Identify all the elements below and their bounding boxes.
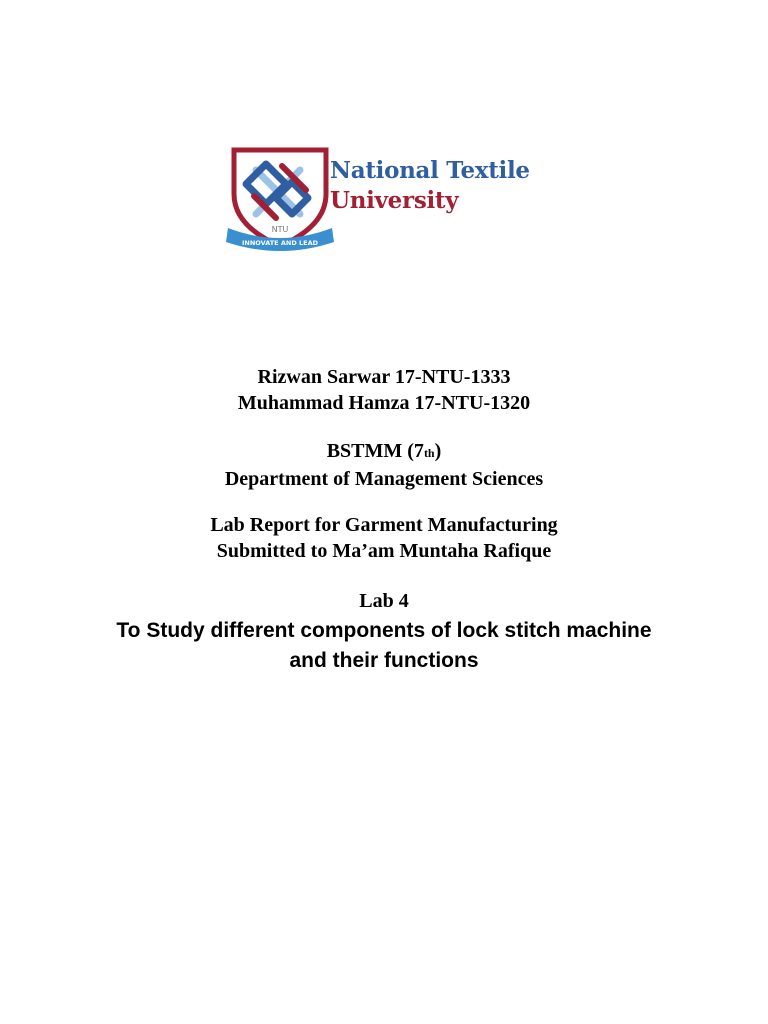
university-name-line1: National Textile xyxy=(330,157,530,184)
lab-topic-line1: To Study different components of lock stitch machine xyxy=(116,619,652,642)
ntu-shield-logo xyxy=(226,142,334,254)
program-close: ) xyxy=(434,440,442,462)
university-name xyxy=(330,156,530,216)
program-block xyxy=(0,438,768,492)
submitted-to: Submitted to Ma’am Muntaha Rafique xyxy=(216,540,552,562)
program-label: BSTMM (7 xyxy=(326,440,424,462)
report-block xyxy=(0,512,768,564)
department-name: Department of Management Sciences xyxy=(224,468,544,490)
lab-block xyxy=(0,588,768,676)
university-logo xyxy=(226,142,546,254)
program-ordinal: th xyxy=(423,446,435,460)
ribbon-motto: INNOVATE AND LEAD xyxy=(241,239,319,247)
author-2: Muhammad Hamza 17-NTU-1320 xyxy=(237,392,531,414)
program-name xyxy=(0,438,768,466)
lab-number: Lab 4 xyxy=(359,590,409,612)
authors-block xyxy=(0,364,768,416)
shield-abbreviation: NTU xyxy=(271,225,289,234)
report-title: Lab Report for Garment Manufacturing xyxy=(210,514,558,536)
university-name-line2: University xyxy=(330,187,459,214)
author-1: Rizwan Sarwar 17-NTU-1333 xyxy=(257,366,511,388)
lab-topic-line2: and their functions xyxy=(289,649,479,672)
